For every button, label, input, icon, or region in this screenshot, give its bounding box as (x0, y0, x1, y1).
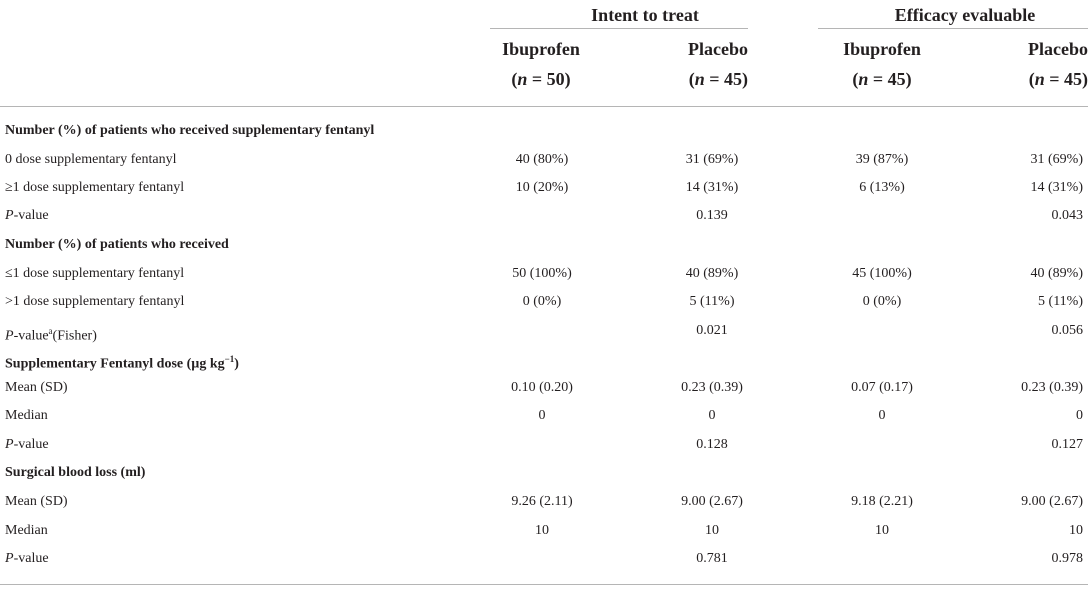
cell-itt-ibuprofen: 50 (100%) (512, 266, 572, 281)
row-label: Number (%) of patients who received (5, 237, 229, 252)
table-row (0, 488, 1092, 516)
cell-eff-placebo: 0.23 (0.39) (1021, 380, 1083, 395)
col-header-name: Ibuprofen (502, 39, 580, 59)
row-label: P-value (5, 551, 49, 566)
cell-eff-placebo: 31 (69%) (1030, 152, 1083, 167)
col-header-n: (n = 45) (1028, 69, 1088, 89)
cell-eff-ibuprofen: 0.07 (0.17) (851, 380, 913, 395)
cell-itt-ibuprofen: 0 (538, 408, 546, 423)
row-label: >1 dose supplementary fentanyl (5, 294, 185, 309)
table-row (0, 146, 1092, 174)
group-rule-intent-to-treat (490, 28, 748, 29)
table-row (0, 345, 1092, 373)
cell-itt-placebo: 0.781 (696, 551, 728, 566)
group-rule-efficacy-evaluable (818, 28, 1088, 29)
col-header-name: Ibuprofen (843, 39, 921, 59)
table-row (0, 174, 1092, 202)
cell-eff-placebo: 9.00 (2.67) (1021, 494, 1083, 509)
cell-eff-placebo: 0 (1076, 408, 1083, 423)
cell-itt-placebo: 14 (31%) (685, 180, 739, 195)
row-label: P-value (5, 437, 49, 452)
row-label: ≤1 dose supplementary fentanyl (5, 266, 185, 281)
cell-itt-placebo: 0.139 (696, 208, 728, 223)
cell-itt-ibuprofen: 10 (20%) (515, 180, 569, 195)
cell-eff-placebo: 0.127 (1051, 437, 1083, 452)
col-header-name: Placebo (1028, 39, 1088, 59)
row-label: P-value (5, 208, 49, 223)
cell-itt-placebo: 0.23 (0.39) (681, 380, 743, 395)
cell-eff-ibuprofen: 6 (13%) (859, 180, 905, 195)
cell-eff-ibuprofen: 45 (100%) (852, 266, 912, 281)
cell-itt-placebo: 9.00 (2.67) (681, 494, 743, 509)
row-label: Median (5, 408, 48, 423)
cell-eff-ibuprofen: 39 (87%) (855, 152, 909, 167)
row-label: Median (5, 523, 48, 538)
table-row (0, 231, 1092, 259)
cell-eff-ibuprofen: 0 (0%) (862, 294, 902, 309)
col-header-itt-ibuprofen (490, 34, 592, 94)
col-header-n: (n = 50) (511, 69, 571, 89)
cell-eff-placebo: 0.043 (1051, 208, 1083, 223)
cell-eff-placebo: 10 (1069, 523, 1083, 538)
cell-itt-ibuprofen: 10 (535, 523, 549, 538)
col-header-n: (n = 45) (688, 69, 748, 89)
table-row (0, 374, 1092, 402)
col-header-itt-placebo (650, 34, 748, 94)
row-label: Surgical blood loss (ml) (5, 465, 146, 480)
table-row (0, 402, 1092, 430)
table-row (0, 517, 1092, 545)
row-label: Number (%) of patients who received supplementary fentanyl (5, 123, 375, 138)
row-label: ≥1 dose supplementary fentanyl (5, 180, 185, 195)
row-label: Supplementary Fentanyl dose (µg $kg^{-1}$) (5, 354, 239, 372)
cell-eff-ibuprofen: 0 (878, 408, 886, 423)
row-label: Mean (SD) (5, 380, 68, 395)
table-row (0, 459, 1092, 487)
cell-eff-placebo: 0.056 (1051, 323, 1083, 338)
col-header-eff-placebo (986, 34, 1088, 94)
row-label: Mean (SD) (5, 494, 68, 509)
cell-eff-placebo: 5 (11%) (1038, 294, 1083, 309)
cell-eff-ibuprofen: 10 (875, 523, 889, 538)
group-header-intent-to-treat: Intent to treat (591, 5, 699, 25)
table-row (0, 431, 1092, 459)
cell-itt-placebo: 5 (11%) (689, 294, 735, 309)
cell-itt-ibuprofen: 0 (0%) (522, 294, 562, 309)
table-row (0, 288, 1092, 316)
cell-itt-placebo: 40 (89%) (685, 266, 739, 281)
cell-itt-placebo: 0.128 (696, 437, 728, 452)
table-row (0, 117, 1092, 145)
cell-itt-placebo: 0 (708, 408, 716, 423)
cell-eff-placebo: 40 (89%) (1030, 266, 1083, 281)
table-bottom-rule (0, 584, 1088, 585)
cell-itt-ibuprofen: 40 (80%) (515, 152, 569, 167)
header-divider (0, 106, 1088, 107)
cell-itt-placebo: 31 (69%) (685, 152, 739, 167)
table-row (0, 545, 1092, 573)
cell-eff-ibuprofen: 9.18 (2.21) (851, 494, 913, 509)
group-header-efficacy-evaluable: Efficacy evaluable (894, 5, 1036, 25)
cell-eff-placebo: 0.978 (1051, 551, 1083, 566)
col-header-n: (n = 45) (852, 69, 912, 89)
table-row (0, 202, 1092, 230)
row-label: P-value$^a$(Fisher) (5, 326, 97, 344)
table-row (0, 317, 1092, 345)
col-header-eff-ibuprofen (830, 34, 934, 94)
cell-eff-placebo: 14 (31%) (1030, 180, 1083, 195)
cell-itt-placebo: 0.021 (696, 323, 728, 338)
col-header-name: Placebo (688, 39, 748, 59)
table-row (0, 260, 1092, 288)
cell-itt-placebo: 10 (705, 523, 719, 538)
row-label: 0 dose supplementary fentanyl (5, 152, 177, 167)
cell-itt-ibuprofen: 0.10 (0.20) (511, 380, 573, 395)
cell-itt-ibuprofen: 9.26 (2.11) (511, 494, 573, 509)
